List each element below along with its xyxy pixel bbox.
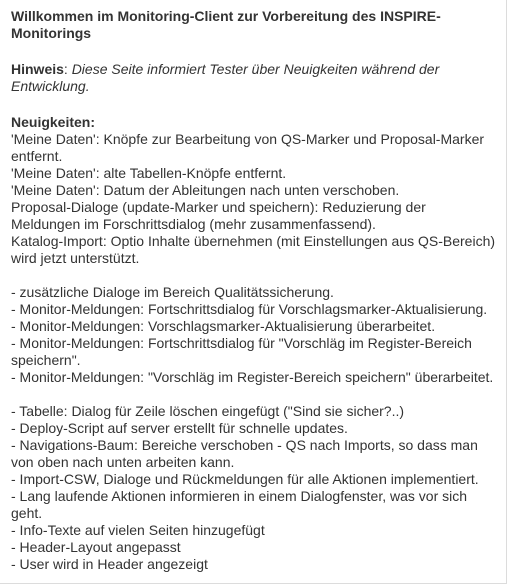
spacer [11,386,497,403]
spacer [11,267,497,284]
news-item: - Tabelle: Dialog für Zeile löschen eingefügt ("Sind sie sicher?..) [11,403,405,419]
news-item: - Monitor-Meldungen: Fortschrittsdialog für Vorschlagsmarker-Aktualisierung. [11,301,488,317]
news-item: 'Meine Daten': Knöpfe zur Bearbeitung von QS-Marker und Proposal-Marker entfernt. [11,131,485,164]
news-item: - User wird in Header angezeigt [11,556,208,572]
news-item: - Info-Texte auf vielen Seiten hinzugefügt [11,522,265,538]
news-item: - Navigations-Baum: Bereiche verschoben - QS nach Imports, so dass man von oben nach unten arbeiten kann. [11,437,478,470]
news-item: - Monitor-Meldungen: Vorschlagsmarker-Aktualisierung überarbeitet. [11,318,436,334]
page-title: Willkommen im Monitoring-Client zur Vorbereitung des INSPIRE-Monitorings [11,8,441,41]
hint-label: Hinweis [11,61,64,77]
news-group-2 [11,284,497,386]
news-item: - Monitor-Meldungen: "Vorschläg im Register-Bereich speichern" überarbeitet. [11,369,494,385]
hint-paragraph: Hinweis: Diese Seite informiert Tester über Neuigkeiten während der Entwicklung. [11,61,440,94]
news-item: 'Meine Daten': alte Tabellen-Knöpfe entfernt. [11,165,287,181]
news-item: - Header-Layout angepasst [11,539,181,555]
news-group-1 [11,131,497,267]
news-item: - zusätzliche Dialoge im Bereich Qualitätssicherung. [11,284,334,300]
news-item: - Import-CSW, Dialoge und Rückmeldungen für alle Aktionen implementiert. [11,471,479,487]
news-item: - Monitor-Meldungen: Fortschrittsdialog für "Vorschläg im Register-Bereich speichern". [11,335,472,368]
info-content [11,8,497,573]
news-item: - Lang laufende Aktionen informieren in einem Dialogfenster, was vor sich geht. [11,488,468,521]
news-item: Katalog-Import: Optio Inhalte übernehmen (mit Einstellungen aus QS-Bereich) wird jetzt unterstützt. [11,233,496,266]
news-item: 'Meine Daten': Datum der Ableitungen nach unten verschoben. [11,182,400,198]
news-heading: Neuigkeiten: [11,114,96,130]
news-item: - Deploy-Script auf server erstellt für schnelle updates. [11,420,348,436]
hint-text: Diese Seite informiert Tester über Neuigkeiten während der Entwicklung. [11,61,440,94]
news-item: Proposal-Dialoge (update-Marker und speichern): Reduzierung der Meldungen im Forschrittsdialog (mehr zusammenfassend). [11,199,426,232]
news-group-3 [11,403,497,573]
